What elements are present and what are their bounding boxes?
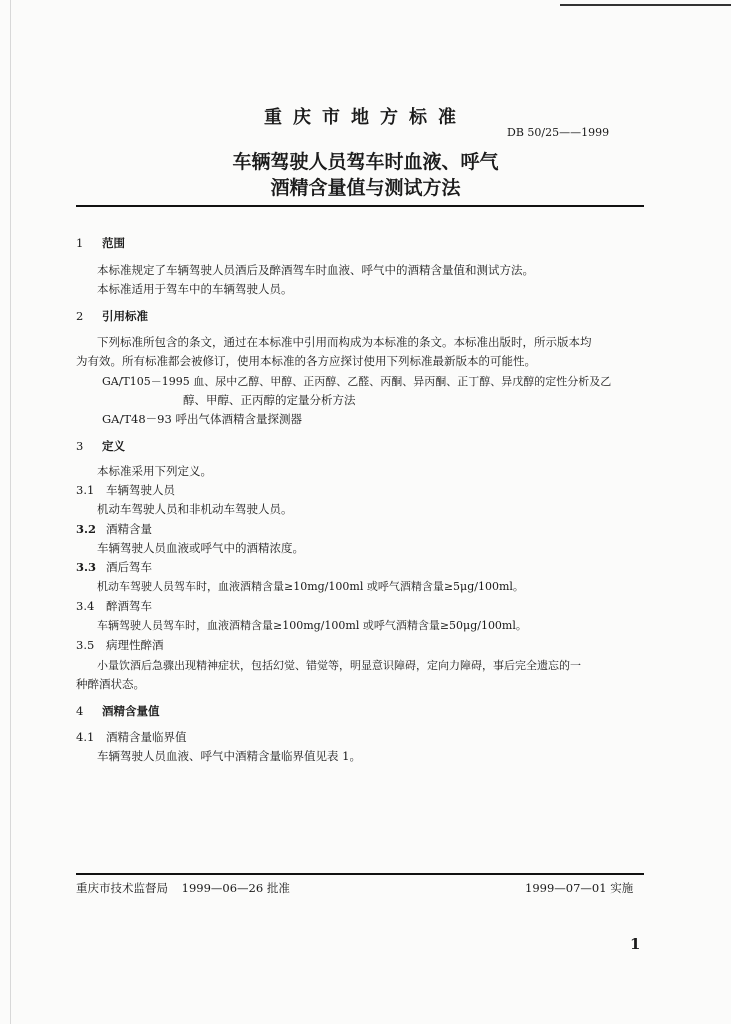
footer-divider [76, 873, 644, 875]
section-3-heading [76, 438, 125, 454]
section-title: 范围 [102, 236, 125, 250]
definition-3-5-text-line-1: 小量饮酒后急骤出现精神症状，包括幻觉、错觉等，明显意识障碍，定向力障碍，事后完全遗忘的一 [97, 659, 581, 672]
clause-number: 3.2 [76, 522, 97, 536]
clause-number: 3.3 [76, 560, 97, 574]
clause-term: 病理性醉酒 [106, 638, 164, 652]
section-title: 定义 [102, 439, 125, 453]
standard-org-title: 重庆市地方标准 [264, 107, 467, 128]
issuing-authority: 重庆市技术监督局 [76, 881, 168, 895]
section-2-heading [76, 308, 148, 324]
definition-3-2-text: 车辆驾驶人员血液或呼气中的酒精浓度。 [97, 541, 304, 555]
clause-term: 酒精含量临界值 [106, 730, 187, 744]
definition-3-2-heading [76, 521, 152, 537]
effective-date: 1999—07—01 实施 [525, 881, 634, 895]
definition-3-4-heading [76, 598, 152, 614]
section-3-intro: 本标准采用下列定义。 [97, 464, 212, 478]
section-number: 4 [76, 704, 84, 718]
definition-3-3-text: 机动车驾驶人员驾车时，血液酒精含量≥10mg/100ml 或呼气酒精含量≥5μg/100ml。 [97, 580, 524, 593]
clause-number: 3.5 [76, 638, 95, 652]
clause-term: 酒后驾车 [106, 560, 152, 574]
approval-date: 1999—06—26 批准 [181, 881, 290, 895]
definition-3-5-text-line-2: 种醉酒状态。 [76, 677, 145, 691]
clause-number: 3.1 [76, 483, 95, 497]
reference-1-line-1: GA/T105－1995 血、尿中乙醇、甲醇、正丙醇、乙醛、丙酮、异丙酮、正丁醇、异戊醇的定性分析及乙 [102, 375, 612, 388]
section-number: 1 [76, 236, 84, 250]
section-1-paragraph-2: 本标准适用于驾车中的车辆驾驶人员。 [97, 282, 293, 296]
document-title-line-2: 酒精含量值与测试方法 [270, 177, 461, 199]
section-4-heading [76, 703, 160, 719]
section-2-paragraph-line-2: 为有效。所有标准都会被修订，使用本标准的各方应探讨使用下列标准最新版本的可能性。 [76, 354, 536, 368]
section-1-paragraph-1: 本标准规定了车辆驾驶人员酒后及醉酒驾车时血液、呼气中的酒精含量值和测试方法。 [97, 263, 534, 277]
section-title: 酒精含量值 [102, 704, 160, 718]
section-2-paragraph-line-1: 下列标准所包含的条文，通过在本标准中引用而构成为本标准的条文。本标准出版时，所示版本均 [97, 335, 592, 349]
reference-1-line-2: 醇、甲醇、正丙醇的定量分析方法 [183, 393, 356, 407]
standard-code: DB 50/25——1999 [507, 126, 610, 139]
document-title-line-1: 车辆驾驶人员驾车时血液、呼气 [232, 151, 499, 173]
reference-2: GA/T48－93 呼出气体酒精含量探测器 [102, 412, 302, 426]
definition-3-3-heading [76, 559, 152, 575]
definition-3-1-heading [76, 482, 175, 498]
section-1-heading [76, 235, 125, 251]
clause-4-1-text: 车辆驾驶人员血液、呼气中酒精含量临界值见表 1。 [97, 749, 361, 763]
clause-number: 3.4 [76, 599, 95, 613]
clause-term: 酒精含量 [106, 522, 152, 536]
clause-4-1-heading [76, 729, 187, 745]
scan-top-line [560, 4, 731, 6]
definition-3-4-text: 车辆驾驶人员驾车时，血液酒精含量≥100mg/100ml 或呼气酒精含量≥50μg/100ml。 [97, 619, 527, 632]
footer-approval [76, 880, 290, 896]
page-number: 1 [630, 935, 641, 953]
title-divider [76, 205, 644, 207]
clause-term: 车辆驾驶人员 [106, 483, 175, 497]
clause-term: 醉酒驾车 [106, 599, 152, 613]
definition-3-5-heading [76, 637, 164, 653]
section-number: 2 [76, 309, 84, 323]
definition-3-1-text: 机动车驾驶人员和非机动车驾驶人员。 [97, 502, 293, 516]
section-title: 引用标准 [102, 309, 148, 323]
clause-number: 4.1 [76, 730, 95, 744]
section-number: 3 [76, 439, 84, 453]
